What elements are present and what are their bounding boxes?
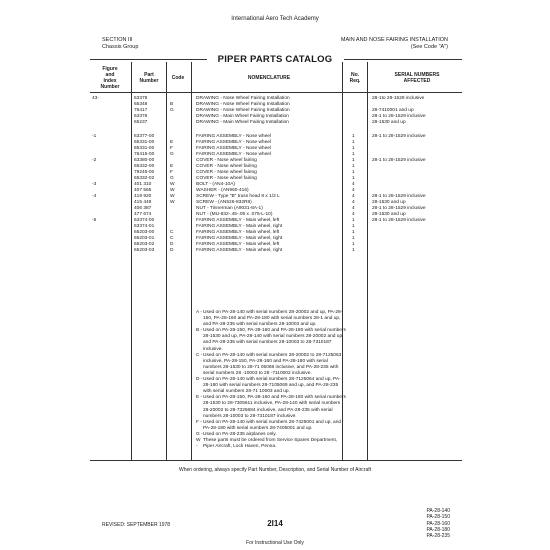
cell-nomenclature: FAIRING ASSEMBLY - Main wheel, left xyxy=(196,230,280,235)
code-note xyxy=(196,377,346,395)
cell-code: W xyxy=(170,188,175,193)
cell-part-number: 415 449 xyxy=(134,200,152,205)
cell-code: E xyxy=(170,140,174,145)
model-item: PA-28-150 xyxy=(426,514,450,521)
cell-part-number: 419 920 xyxy=(134,194,152,199)
cell-part-number: 65203-03 xyxy=(134,248,155,253)
cell-serial: 28-1530 and up xyxy=(372,212,406,217)
cell-figure: -4 xyxy=(92,194,97,199)
cell-code: F xyxy=(170,170,173,175)
cell-part-number: 65203-00 xyxy=(134,230,155,235)
model-item: PA-28-140 xyxy=(426,508,450,514)
cell-nomenclature: FAIRING ASSEMBLY - Nose wheel xyxy=(196,140,272,145)
cell-no-req: 1 xyxy=(352,236,355,241)
cell-no-req: 1 xyxy=(352,140,355,145)
table-row xyxy=(0,248,550,254)
cell-serial: 28-1 to 28-1529 inclusive xyxy=(372,114,426,119)
cell-code: W xyxy=(170,200,175,205)
cell-code: D xyxy=(170,248,174,253)
cell-nomenclature: DRAWING - Main Wheel Fairing Installation xyxy=(196,114,289,119)
cell-nomenclature: BOLT - (AN4-10A) xyxy=(196,182,236,187)
cell-no-req: 1 xyxy=(352,242,355,247)
col-serial-header: SERIAL NUMBERS AFFECTED xyxy=(394,72,440,84)
cell-nomenclature: DRAWING - Main Wheel Fairing Installation xyxy=(196,120,289,125)
cell-no-req: 1 xyxy=(352,170,355,175)
cell-part-number: 63374-01 xyxy=(134,224,155,229)
code-note-text: Used on PA-28-140 with serial numbers 28-20002 to 28-7125063 inclusive, PA-28-150, PA-28-160 and PA-28-180 with serial numbers 28-1530 to 28-71 05068 inclusive, and PA-28-235 with serial numbers 28 -10003 to 28 -7110002 inclusive. xyxy=(203,352,342,376)
code-note xyxy=(196,438,346,450)
cell-part-number: 76415-00 xyxy=(134,152,155,157)
cell-code: W xyxy=(170,182,175,187)
cell-part-number: 63374-00 xyxy=(134,218,155,223)
cell-no-req: 1 xyxy=(352,218,355,223)
cell-nomenclature: DRAWING - Nose Wheel Fairing Installation xyxy=(196,102,290,107)
installation-name: MAIN AND NOSE FAIRING INSTALLATION xyxy=(340,37,448,43)
cell-serial: 28-1 to 28-1529 inclusive xyxy=(372,158,426,163)
cell-nomenclature: DRAWING - Nose Wheel Fairing Installation xyxy=(196,96,290,101)
cell-part-number: 65237 xyxy=(134,120,148,125)
model-item: PA-28-235 xyxy=(426,533,450,540)
model-item: PA-28-180 xyxy=(426,526,450,533)
cell-part-number: 65348 xyxy=(134,102,148,107)
cell-nomenclature: NUT - Tinnerman (A9031-8A-1) xyxy=(196,206,263,211)
cell-nomenclature: FAIRING ASSEMBLY - Nose wheel xyxy=(196,152,272,157)
cell-code: G xyxy=(170,108,174,113)
cell-no-req: 1 xyxy=(352,158,355,163)
cell-nomenclature: SCREW - Type "B" truss head 8 x 1/2 L xyxy=(196,194,280,199)
cell-no-req: 4 xyxy=(352,212,355,217)
col-part-header: Part Number xyxy=(139,72,159,84)
cell-nomenclature: COVER - Nose wheel fairing xyxy=(196,176,257,181)
cell-no-req: 4 xyxy=(352,206,355,211)
see-code-note: (See Code "A") xyxy=(410,43,448,50)
code-note xyxy=(196,395,346,419)
cell-no-req: 1 xyxy=(352,152,355,157)
cell-nomenclature: FAIRING ASSEMBLY - Nose wheel xyxy=(196,134,272,139)
cell-part-number: 65203-01 xyxy=(134,236,155,241)
cell-no-req: 1 xyxy=(352,224,355,229)
code-notes xyxy=(196,310,346,450)
cell-no-req: 4 xyxy=(352,188,355,193)
code-note-key: A - xyxy=(196,310,202,315)
cell-serial: 28-1 to 28-1529 inclusive xyxy=(372,194,426,199)
cell-serial: 28-1 to 28-1529 inclusive xyxy=(372,218,426,223)
code-note-text: Used on PA-28-150, PA-28-160 and PA-28-180 with serial numbers 28-1530 and up, PA-28-140 with serial numbers 28-20002 and up, and PA-28-235 with serial numbers 28-10003 to 28-7310187 inclusive. xyxy=(203,328,346,352)
section-group: Chassis Group xyxy=(102,43,139,50)
cell-no-req: 1 xyxy=(352,134,355,139)
cell-nomenclature: NUT - (MU-832-.45-.05 x .075-L-10) xyxy=(196,212,273,217)
cell-part-number: 401 310 xyxy=(134,182,152,187)
cell-no-req: 4 xyxy=(352,182,355,187)
code-note-text: Used on PA-28-140 with serial numbers 28-20002 and up, PA-28-150, PA-28-160 and PA-28-180 with serial numbers 28-1 and up, and PA-28-235 with serial numbers 28-10003 and up. xyxy=(203,310,343,328)
code-note xyxy=(196,310,346,328)
code-note-text: These parts must be ordered from Service Spares Department, Piper Aircraft, Lock Haven, Penna. xyxy=(203,437,338,450)
section-number: SECTION III xyxy=(102,37,133,43)
cell-no-req: 1 xyxy=(352,230,355,235)
cell-part-number: 63377-00 xyxy=(134,134,155,139)
col-code-header: Code xyxy=(171,75,185,81)
cell-nomenclature: COVER - Nose wheel fairing xyxy=(196,170,257,175)
table-row xyxy=(0,120,550,126)
cell-nomenclature: FAIRING ASSEMBLY - Main wheel, left xyxy=(196,218,280,223)
cell-code: B xyxy=(170,102,174,107)
cell-nomenclature: FAIRING ASSEMBLY - Main wheel, right xyxy=(196,248,283,253)
page-number: 2I14 xyxy=(267,519,283,528)
cell-nomenclature: WASHER - (AN960-416) xyxy=(196,188,249,193)
code-note-text: Used on PA-28-140 with serial numbers 28-7125064 and up, PA-28-180 with serial numbers 28-7105069 and up, and PA-28-235 with serial numbers 28-71 10003 and up. xyxy=(203,377,341,395)
header-bottom-rule xyxy=(90,92,462,93)
cell-part-number: 65332-02 xyxy=(134,176,155,181)
instructional-note: For Instructional Use Only xyxy=(246,540,304,546)
col-nomenclature-header: NOMENCLATURE xyxy=(247,75,291,81)
cell-serial: 28-1 to 28-1529 inclusive xyxy=(372,134,426,139)
ordering-note: When ordering, always specify Part Number, Description, and Serial Number of Aircraft xyxy=(178,467,372,473)
cell-part-number: 65203-02 xyxy=(134,242,155,247)
cell-part-number: 477 674 xyxy=(134,212,152,217)
code-note-text: Used on PA-28-150, PA-28-160 and PA-28-180 with serial numbers 28-1530 to 28-7305611 inclusive, PA-28-140 with serial numbers 28-20002 to 28-7325684 inclusive, and PA-28-235 with serial numbers 28-10003 to 28-7310187 inclusive. xyxy=(203,395,346,419)
cell-code: G xyxy=(170,152,174,157)
cell-serial: 28-1to 28-1529 inclusive xyxy=(372,96,425,101)
cell-nomenclature: FAIRING ASSEMBLY - Nose wheel xyxy=(196,146,272,151)
cell-part-number: 65332-00 xyxy=(134,164,155,169)
table-bottom-rule xyxy=(90,460,462,461)
cell-nomenclature: COVER - Nose wheel fairing xyxy=(196,164,257,169)
cell-no-req: 4 xyxy=(352,200,355,205)
cell-serial: 28-1530 and up xyxy=(372,120,406,125)
cell-figure: -5 xyxy=(92,218,97,223)
installation-title xyxy=(341,37,448,50)
cell-part-number: 79245-00 xyxy=(134,170,155,175)
cell-part-number: 63379 xyxy=(134,96,148,101)
cell-no-req: 4 xyxy=(352,194,355,199)
cell-code: C xyxy=(170,230,174,235)
code-note-key: D - xyxy=(196,377,203,383)
cell-nomenclature: FAIRING ASSEMBLY - Main wheel, right xyxy=(196,224,283,229)
cell-no-req: 1 xyxy=(352,164,355,169)
cell-code: D xyxy=(170,242,174,247)
cell-no-req: 1 xyxy=(352,176,355,181)
code-note-key: B - xyxy=(196,328,203,334)
cell-figure: -3 xyxy=(92,182,97,187)
cell-code: E xyxy=(170,164,174,169)
section-label xyxy=(102,37,138,50)
cell-code: G xyxy=(170,176,174,181)
code-note-key: G - xyxy=(196,431,203,437)
code-note-text: Used on PA-28-140 with serial numbers 28-7425001 and up, and PA-28-180 with serial numbers 28-7405001 and up. xyxy=(203,419,342,431)
code-note-key: C - xyxy=(196,352,203,358)
cell-part-number: 76417 xyxy=(134,108,148,113)
cell-no-req: 1 xyxy=(352,248,355,253)
catalog-title: PIPER PARTS CATALOG xyxy=(217,54,333,65)
cell-figure: -1 xyxy=(92,134,97,139)
cell-figure: 43- xyxy=(92,96,99,101)
code-note xyxy=(196,420,346,432)
code-note-key: E - xyxy=(196,395,203,401)
code-note-text: Used on PA-28-235 airplanes only. xyxy=(203,431,277,437)
col-figure-header: Figure and Index Number xyxy=(100,66,120,90)
code-note-key: W - xyxy=(196,437,201,450)
cell-code: F xyxy=(170,146,173,151)
cell-part-number: 65331-00 xyxy=(134,146,155,151)
cell-part-number: 406 387 xyxy=(134,206,152,211)
col-noreq-header: No. Req. xyxy=(349,72,361,84)
cell-serial: 28-1 to 28-1529 inclusive xyxy=(372,206,426,211)
watermark-header: International Aero Tech Academy xyxy=(231,16,319,22)
cell-nomenclature: COVER - Nose wheel fairing xyxy=(196,158,257,163)
revision-date: REVISED: SEPTEMBER 1978 xyxy=(102,522,171,528)
model-item: PA-28-160 xyxy=(426,520,450,527)
cell-serial: 28-1530 and up xyxy=(372,200,406,205)
cell-part-number: 407 565 xyxy=(134,188,152,193)
cell-nomenclature: DRAWING - Nose Wheel Fairing Installation xyxy=(196,108,290,113)
cell-no-req: 1 xyxy=(352,146,355,151)
cell-code: W xyxy=(170,194,175,199)
code-note xyxy=(196,353,346,377)
cell-nomenclature: FAIRING ASSEMBLY - Main wheel, right xyxy=(196,236,283,241)
cell-part-number: 63380-00 xyxy=(134,158,155,163)
cell-part-number: 65331-00 xyxy=(134,140,155,145)
code-note-key: F - xyxy=(196,419,202,425)
cell-code: C xyxy=(170,236,174,241)
cell-nomenclature: FAIRING ASSEMBLY - Main wheel, left xyxy=(196,242,280,247)
cell-nomenclature: SCREW - (AN526-832R8) xyxy=(196,200,252,205)
code-note xyxy=(196,328,346,352)
cell-serial: 28-7410001 and up xyxy=(372,108,414,113)
cell-figure: -2 xyxy=(92,158,97,163)
cell-part-number: 63376 xyxy=(134,114,148,119)
